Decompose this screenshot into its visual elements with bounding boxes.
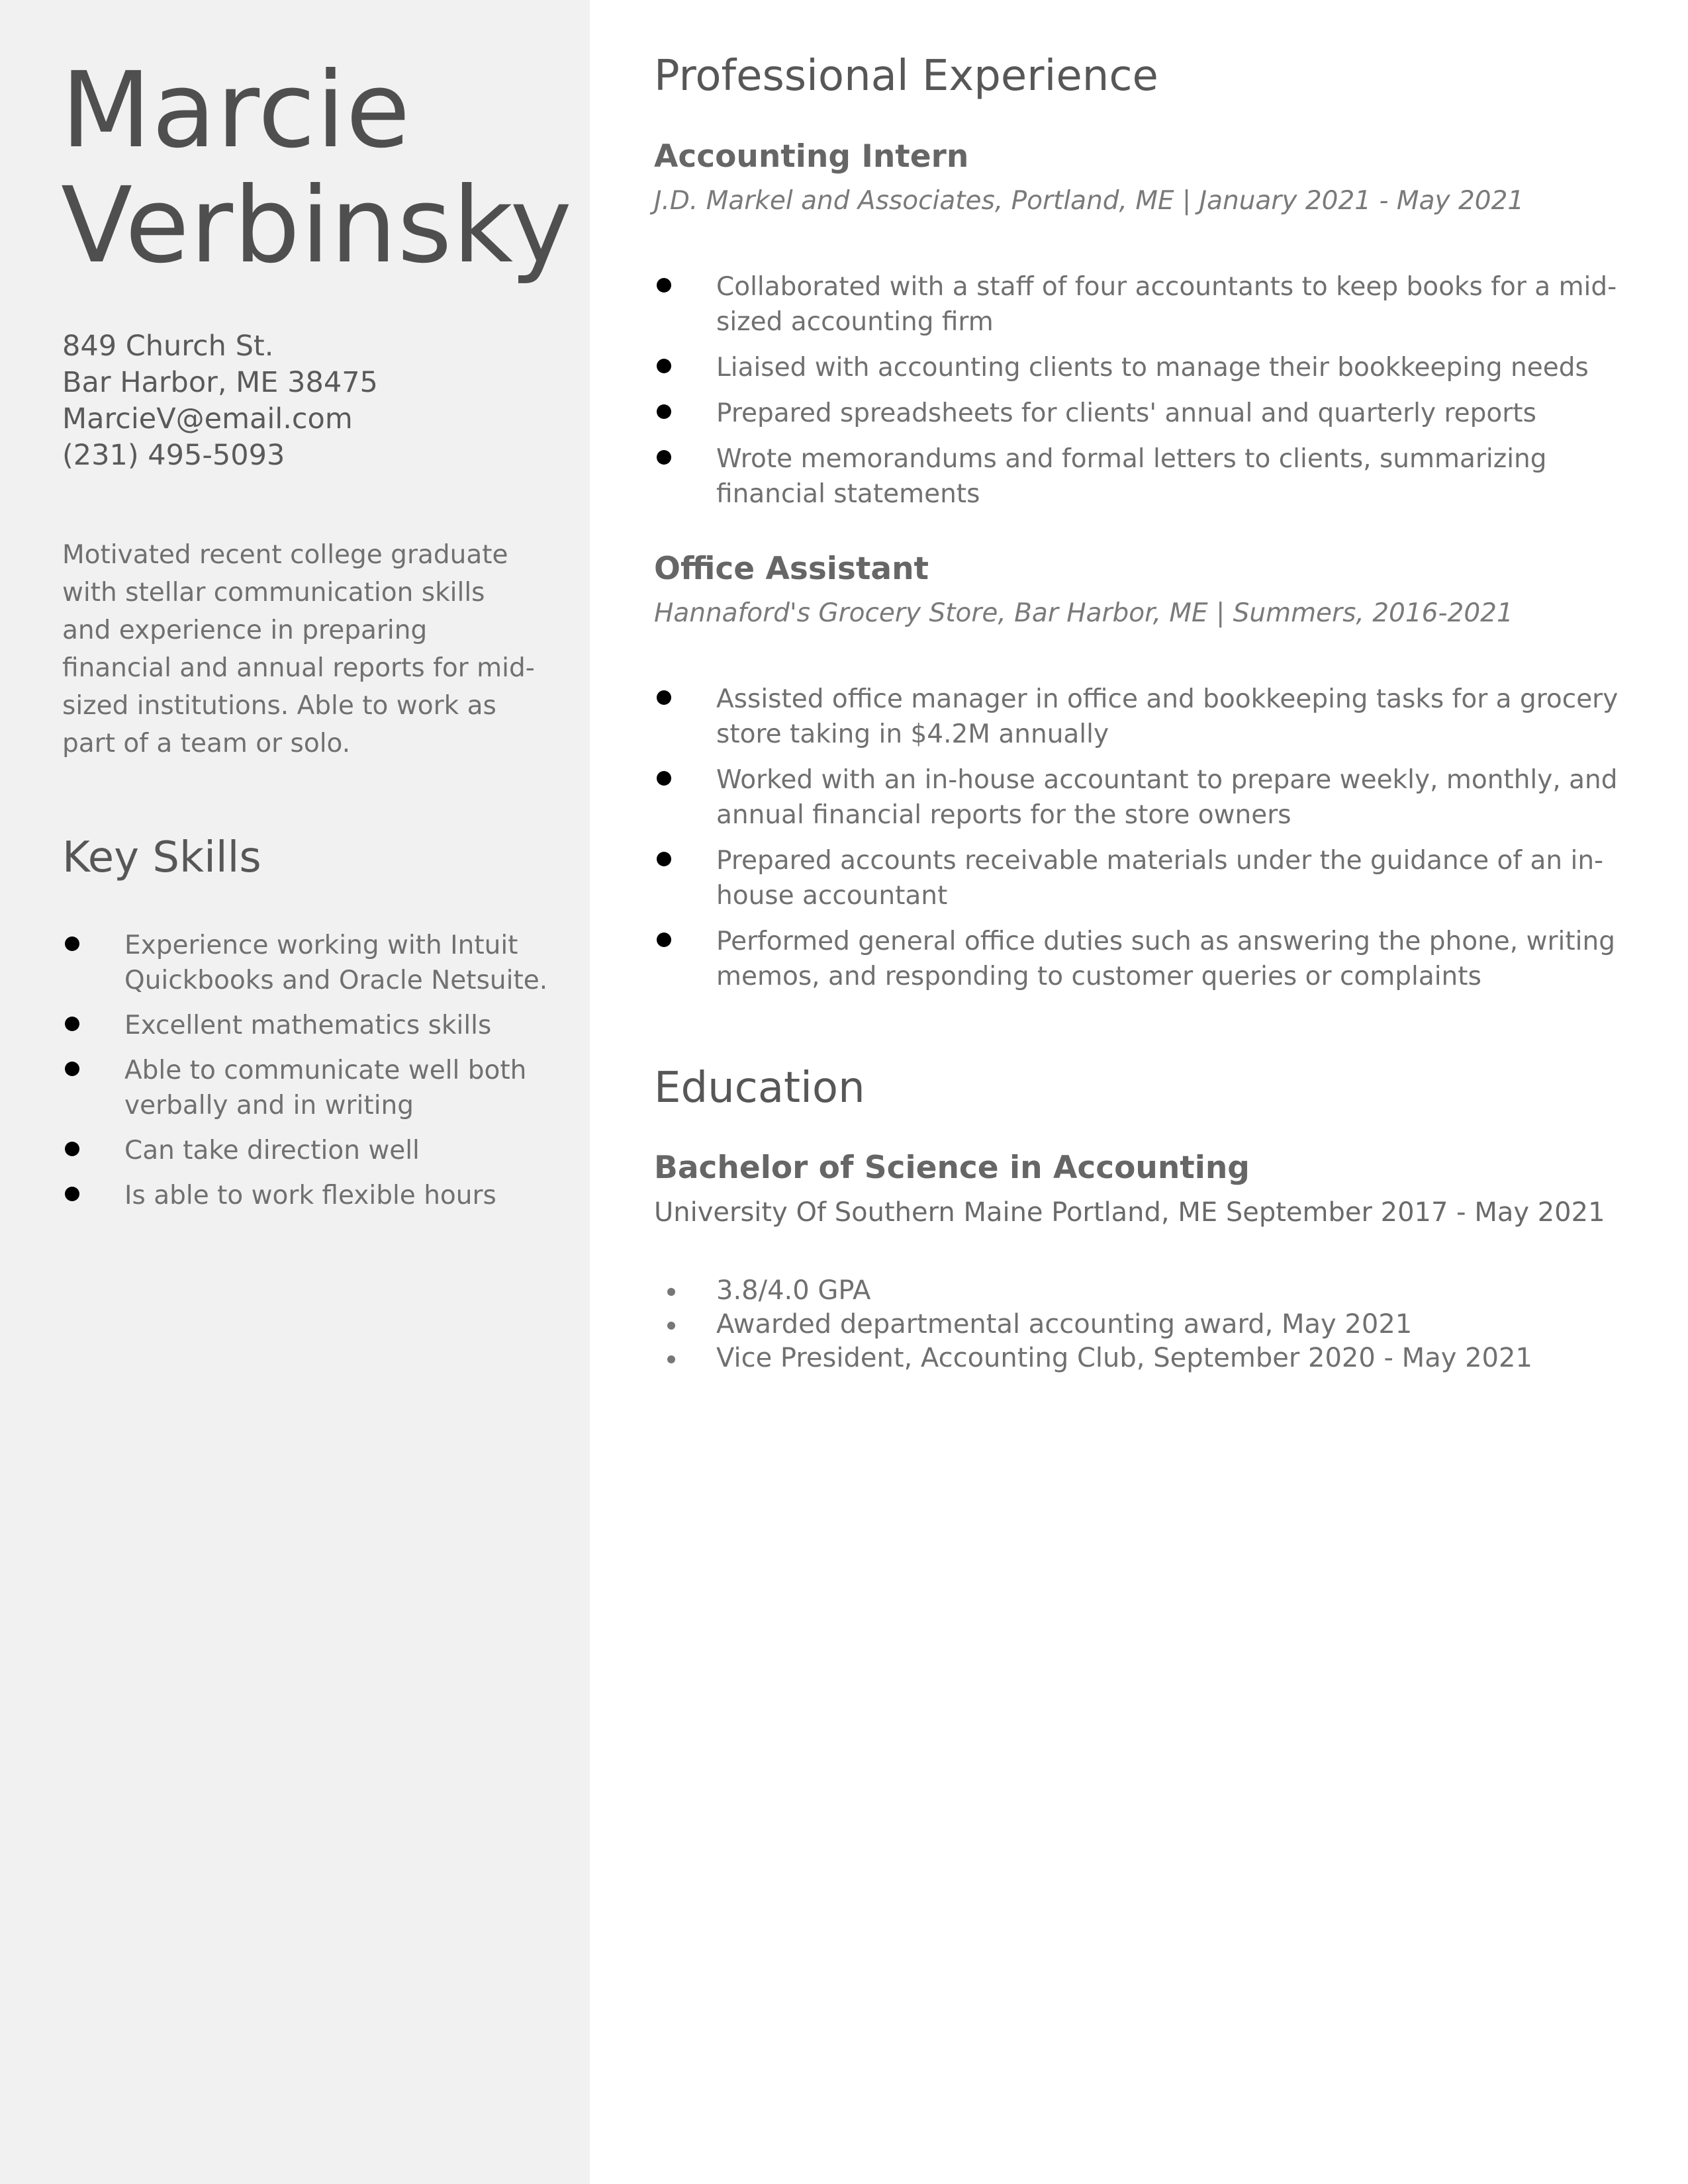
bullet-icon: [65, 1062, 79, 1076]
phone-number: (231) 495-5093: [62, 439, 285, 472]
summary-text: Motivated recent college graduate with stellar communication skills and experience in preparing financial and annual reports for mid-sized institutions. Able to work as part of a team or solo.: [62, 540, 535, 758]
list-item: [62, 928, 552, 998]
bullet-icon: [65, 936, 79, 951]
education-heading: Education: [654, 1064, 865, 1113]
job-subtitle: Hannaford's Grocery Store, Bar Harbor, ME | Summers, 2016-2021: [654, 598, 1513, 628]
sidebar: [0, 0, 590, 2184]
skill-text: Excellent mathematics skills: [124, 1011, 492, 1040]
bullet-icon: [657, 690, 671, 705]
list-item: [654, 924, 1627, 994]
bullet-icon: [657, 404, 671, 419]
job-bullets: [654, 269, 1627, 522]
list-item: [654, 396, 1627, 431]
bullet-text: Liaised with accounting clients to manage their bookkeeping needs: [716, 353, 1589, 383]
bullet-text: Awarded departmental accounting award, May 2021: [716, 1309, 1413, 1340]
list-item: [654, 1342, 1581, 1375]
bullet-icon: [657, 450, 671, 465]
list-item: [62, 1178, 552, 1213]
skills-list: [62, 928, 552, 1223]
list-item: [654, 1274, 1581, 1308]
candidate-name: [61, 50, 577, 287]
skill-text: Can take direction well: [124, 1136, 420, 1165]
job-subtitle: J.D. Markel and Associates, Portland, ME | January 2021 - May 2021: [654, 186, 1524, 216]
skill-text: Is able to work flexible hours: [124, 1181, 496, 1210]
bullet-icon: [657, 771, 671, 786]
job-title: Accounting Intern: [654, 138, 969, 175]
list-item: [654, 350, 1627, 385]
list-item: [62, 1008, 552, 1043]
last-name: Verbinsky: [61, 165, 573, 287]
bullet-icon: [657, 933, 671, 947]
bullet-text: Prepared accounts receivable materials under the guidance of an in-house accountant: [716, 846, 1604, 911]
skills-heading: Key Skills: [62, 833, 261, 882]
school-info: University Of Southern Maine Portland, ME September 2017 - May 2021: [654, 1197, 1605, 1228]
experience-heading: Professional Experience: [654, 52, 1158, 101]
list-item: [654, 843, 1627, 913]
bullet-icon: [657, 278, 671, 293]
list-item: [654, 682, 1627, 752]
bullet-text: 3.8/4.0 GPA: [716, 1275, 871, 1306]
bullet-text: Assisted office manager in office and bookkeeping tasks for a grocery store taking in $4.2M annually: [716, 684, 1618, 749]
list-item: [654, 1308, 1581, 1342]
bullet-text: Vice President, Accounting Club, September 2020 - May 2021: [716, 1343, 1532, 1373]
skill-text: Able to communicate well both verbally and in writing: [124, 1056, 527, 1120]
list-item: [654, 441, 1627, 512]
list-item: [62, 1133, 552, 1168]
list-item: [62, 1053, 552, 1123]
bullet-text: Worked with an in-house accountant to prepare weekly, monthly, and annual financial reports for the store owners: [716, 765, 1618, 830]
job-title: Office Assistant: [654, 551, 929, 587]
bullet-text: Wrote memorandums and formal letters to clients, summarizing financial statements: [716, 444, 1547, 509]
bullet-text: Prepared spreadsheets for clients' annual and quarterly reports: [716, 398, 1536, 428]
list-item: [654, 269, 1627, 340]
bullet-icon: [657, 359, 671, 373]
education-bullets: [654, 1274, 1581, 1375]
bullet-text: Collaborated with a staff of four accountants to keep books for a mid-sized accounting firm: [716, 272, 1617, 337]
bullet-text: Performed general office duties such as answering the phone, writing memos, and responding to customer queries or complaints: [716, 927, 1615, 991]
bullet-icon: [65, 1017, 79, 1031]
list-item: [654, 762, 1627, 833]
bullet-icon: [65, 1187, 79, 1201]
bullet-icon: [667, 1288, 675, 1296]
street-address: 849 Church St.: [62, 330, 274, 363]
first-name: Marcie: [61, 50, 411, 171]
bullet-icon: [667, 1355, 675, 1363]
skill-text: Experience working with Intuit Quickbooks and Oracle Netsuite.: [124, 931, 548, 995]
email-address: MarcieV@email.com: [62, 402, 353, 435]
degree-title: Bachelor of Science in Accounting: [654, 1150, 1250, 1186]
bullet-icon: [657, 852, 671, 866]
bullet-icon: [65, 1142, 79, 1156]
bullet-icon: [667, 1322, 675, 1330]
city-state-zip: Bar Harbor, ME 38475: [62, 366, 378, 399]
contact-info: [62, 328, 565, 474]
job-bullets: [654, 682, 1627, 1005]
